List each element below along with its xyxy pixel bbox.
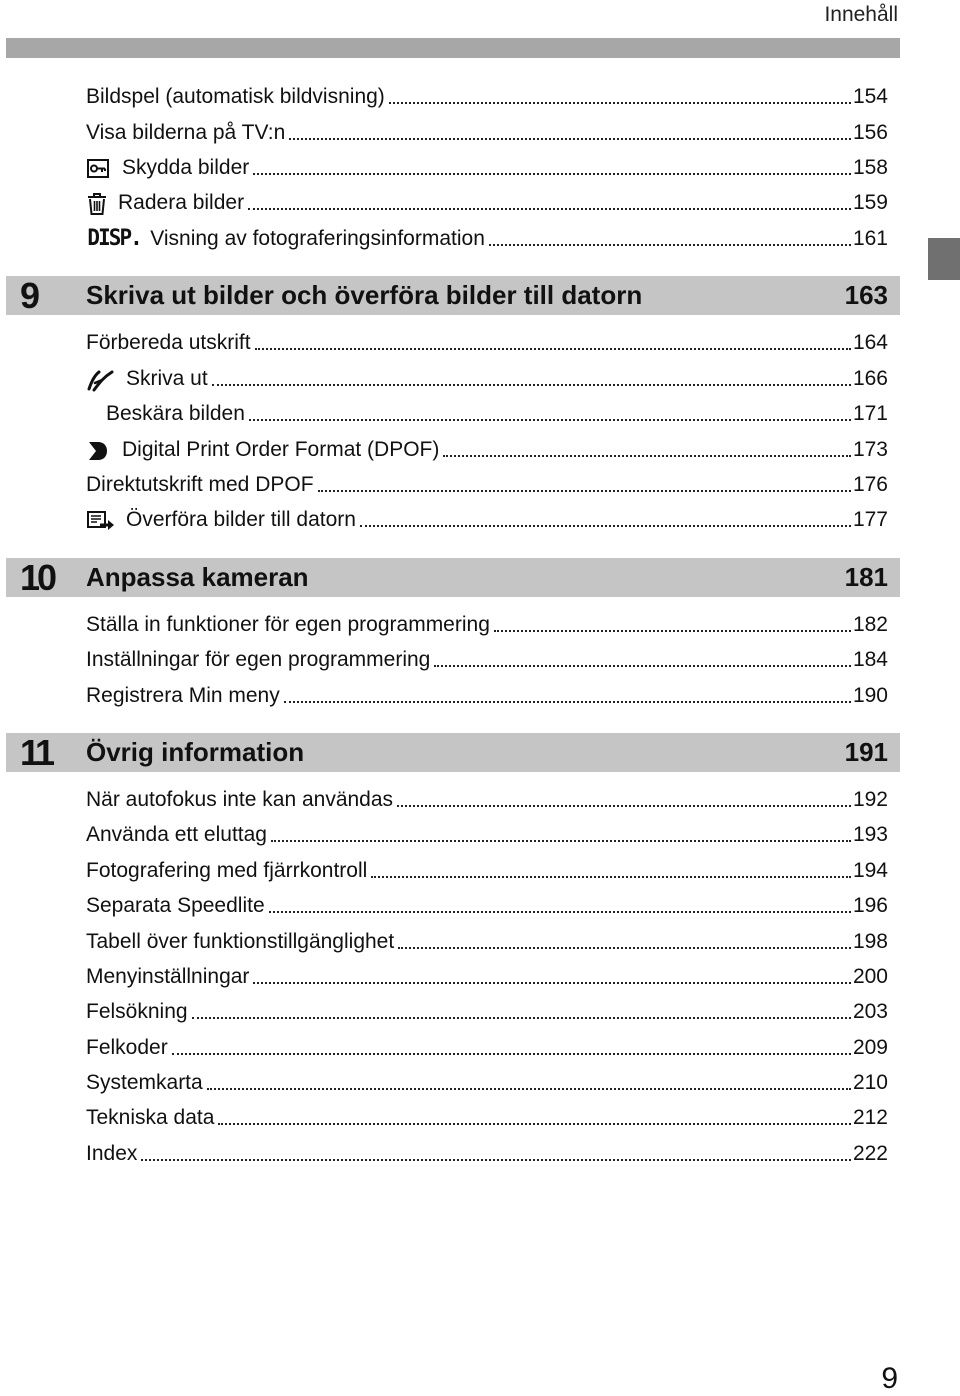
dot-leader (248, 208, 851, 210)
trash-icon (86, 192, 110, 216)
toc-entry[interactable] (86, 78, 888, 110)
toc-entry[interactable] (86, 184, 888, 216)
toc-entry[interactable] (86, 1099, 888, 1131)
toc-entry-page: 173 (852, 438, 888, 461)
toc-entry[interactable] (86, 887, 888, 919)
dot-leader (318, 490, 851, 492)
toc-entry[interactable] (106, 395, 888, 427)
chapter-heading-9[interactable] (6, 276, 900, 315)
toc-entry-label: Separata Speedlite (86, 894, 265, 917)
toc-entry-label: Ställa in funktioner för egen programmering (86, 613, 490, 636)
toc-entry[interactable] (86, 1135, 888, 1167)
page-header-title: Innehåll (824, 3, 898, 26)
toc-entry[interactable] (86, 360, 888, 392)
toc-entry[interactable] (86, 149, 888, 181)
dot-leader (192, 1017, 851, 1019)
toc-entry-page: 159 (852, 191, 888, 214)
toc-entry-page: 164 (852, 331, 888, 354)
dot-leader (289, 138, 851, 140)
toc-entry-page: 161 (852, 227, 888, 250)
chapter-heading-10[interactable] (6, 558, 900, 597)
dot-leader (398, 947, 851, 949)
chapter-number: 9 (20, 275, 38, 316)
toc-entry-label: Beskära bilden (106, 402, 245, 425)
toc-entry-label: Index (86, 1142, 138, 1165)
pictbridge-icon (86, 368, 118, 392)
dot-leader (284, 701, 851, 703)
dot-leader (389, 102, 851, 104)
toc-entry-label: Skriva ut (126, 367, 208, 390)
dot-leader (360, 525, 851, 527)
dot-leader (249, 419, 851, 421)
toc-entry-label: Menyinställningar (86, 965, 250, 988)
dot-leader (255, 348, 851, 350)
toc-entry[interactable] (86, 816, 888, 848)
toc-entry-page: 198 (852, 930, 888, 953)
toc-entry-page: 196 (852, 894, 888, 917)
dot-leader (443, 455, 851, 457)
toc-entry-label: Visa bilderna på TV:n (86, 121, 286, 144)
dot-leader (489, 244, 851, 246)
toc-entry-page: 158 (852, 156, 888, 179)
toc-entry[interactable] (86, 923, 888, 955)
toc-entry[interactable] (86, 677, 888, 709)
toc-entry-page: 177 (852, 508, 888, 531)
chapter-title: Anpassa kameran (86, 562, 309, 592)
toc-entry-page: 200 (852, 965, 888, 988)
toc-entry-label: Bildspel (automatisk bildvisning) (86, 85, 385, 108)
toc-entry[interactable] (86, 781, 888, 813)
toc-entry[interactable] (86, 641, 888, 673)
dot-leader (212, 384, 851, 386)
toc-entry-page: 182 (852, 613, 888, 636)
page-number: 9 (881, 1362, 898, 1395)
toc-entry[interactable] (86, 852, 888, 884)
toc-entry-page: 192 (852, 788, 888, 811)
toc-entry-label: Visning av fotograferingsinformation (150, 227, 485, 250)
toc-entry-page: 210 (852, 1071, 888, 1094)
toc-entry-label: Tabell över funktionstillgänglighet (86, 930, 395, 953)
header-rule (6, 38, 900, 58)
dot-leader (218, 1123, 851, 1125)
toc-entry[interactable] (86, 431, 888, 463)
toc-entry[interactable] (86, 1029, 888, 1061)
toc-entry-label: Systemkarta (86, 1071, 203, 1094)
toc-entry-page: 166 (852, 367, 888, 390)
toc-entry-page: 190 (852, 684, 888, 707)
transfer-icon (86, 509, 118, 533)
toc-entry[interactable] (86, 1064, 888, 1096)
toc-entry-page: 193 (852, 823, 888, 846)
toc-entry-page: 209 (852, 1036, 888, 1059)
toc-entry-label: Felsökning (86, 1000, 188, 1023)
toc-entry-page: 171 (852, 402, 888, 425)
print-order-icon (86, 439, 114, 463)
dot-leader (207, 1088, 851, 1090)
toc-entry-label: Skydda bilder (122, 156, 250, 179)
toc-entry-label: Registrera Min meny (86, 684, 280, 707)
toc-entry[interactable] (86, 958, 888, 990)
chapter-number: 11 (20, 732, 53, 773)
toc-entry[interactable] (86, 220, 888, 252)
toc-entry[interactable] (86, 501, 888, 533)
toc-entry-page: 212 (852, 1106, 888, 1129)
toc-entry-label: Inställningar för egen programmering (86, 648, 431, 671)
protect-key-icon (86, 157, 114, 181)
chapter-page: 163 (844, 280, 888, 310)
toc-entry-label: Radera bilder (118, 191, 245, 214)
dot-leader (271, 840, 851, 842)
toc-entry-page: 184 (852, 648, 888, 671)
dot-leader (141, 1159, 851, 1161)
dot-leader (269, 911, 851, 913)
toc-entry-label: Direktutskrift med DPOF (86, 473, 314, 496)
toc-entry-label: Digital Print Order Format (DPOF) (122, 438, 440, 461)
chapter-heading-11[interactable] (6, 733, 900, 772)
disp-icon: DISP. (87, 226, 141, 251)
toc-entry[interactable] (86, 114, 888, 146)
toc-entry[interactable] (86, 606, 888, 638)
dot-leader (253, 982, 851, 984)
toc-entry-page: 176 (852, 473, 888, 496)
toc-entry-label: Fotografering med fjärrkontroll (86, 859, 368, 882)
toc-entry-label: Använda ett eluttag (86, 823, 267, 846)
toc-entry-label: Överföra bilder till datorn (126, 508, 356, 531)
dot-leader (172, 1053, 851, 1055)
toc-entry-label: Felkoder (86, 1036, 168, 1059)
toc-entry[interactable] (86, 993, 888, 1025)
toc-entry-page: 194 (852, 859, 888, 882)
chapter-thumb-tab (928, 238, 960, 280)
chapter-page: 191 (844, 737, 888, 767)
toc-entry-label: Förbereda utskrift (86, 331, 251, 354)
dot-leader (253, 173, 851, 175)
dot-leader (371, 876, 851, 878)
toc-entry-page: 203 (852, 1000, 888, 1023)
toc-entry-label: Tekniska data (86, 1106, 215, 1129)
chapter-number: 10 (20, 557, 55, 598)
toc-entry[interactable] (86, 324, 888, 356)
toc-entry[interactable] (86, 466, 888, 498)
dot-leader (397, 805, 851, 807)
dot-leader (494, 630, 851, 632)
dot-leader (434, 665, 851, 667)
toc-entry-page: 154 (852, 85, 888, 108)
chapter-page: 181 (844, 562, 888, 592)
toc-entry-page: 222 (852, 1142, 888, 1165)
toc-entry-page: 156 (852, 121, 888, 144)
toc-entry-label: När autofokus inte kan användas (86, 788, 394, 811)
chapter-title: Skriva ut bilder och överföra bilder till datorn (86, 280, 643, 310)
chapter-title: Övrig information (86, 737, 305, 767)
